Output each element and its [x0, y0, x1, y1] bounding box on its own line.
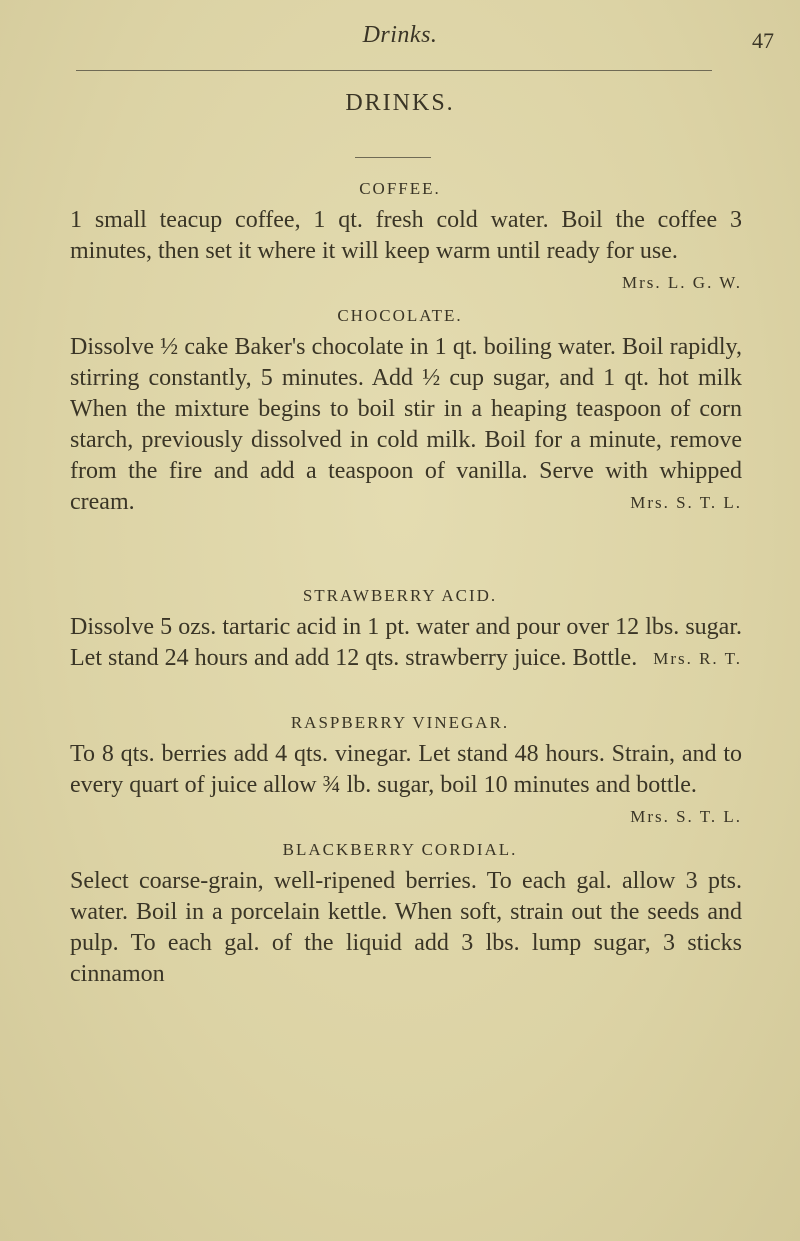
- recipe-heading-chocolate: CHOCOLATE.: [337, 306, 463, 325]
- recipe-text-strawberry-acid: [70, 612, 742, 674]
- recipe-body: 1 small teacup coffee, 1 qt. fresh cold water. Boil the coffee 3 minutes, then set it where it will keep warm until ready for use.: [70, 207, 742, 264]
- recipe-heading-blackberry-cordial: BLACKBERRY CORDIAL.: [282, 840, 518, 859]
- recipe-body: Dissolve ½ cake Baker's chocolate in 1 qt. boiling water. Boil rapidly, stirring constantly, 5 minutes. Add ½ cup sugar, and 1 qt. hot milk When the mixture begins to boil stir in a heaping teaspoon of corn starch, previously dissolved in cold milk. Boil for a minute, remove from the fire and add a teaspoon of vanilla. Serve with whipped cream.: [70, 334, 742, 515]
- recipe-signature: Mrs. S. T. L.: [630, 807, 742, 826]
- title-rule: [355, 157, 431, 158]
- recipe-body: To 8 qts. berries add 4 qts. vinegar. Let stand 48 hours. Strain, and to every quart of juice allow ¾ lb. sugar, boil 10 minutes and bottle.: [70, 741, 742, 798]
- recipe-signature: Mrs. R. T.: [653, 649, 742, 668]
- running-head: Drinks.: [362, 22, 438, 48]
- page-number: 47: [752, 28, 774, 53]
- recipe-heading-strawberry-acid: STRAWBERRY ACID.: [302, 586, 498, 605]
- chapter-title: DRINKS.: [345, 90, 455, 116]
- recipe-signature: Mrs. L. G. W.: [622, 273, 742, 292]
- recipe-text-coffee: [70, 205, 742, 298]
- recipe-text-raspberry-vinegar: [70, 739, 742, 832]
- recipe-signature: Mrs. S. T. L.: [630, 493, 742, 512]
- recipe-text-chocolate: [70, 332, 742, 518]
- recipe-body: Select coarse-grain, well-ripened berries. To each gal. allow 3 pts. water. Boil in a porcelain kettle. When soft, strain out the seeds and pulp. To each gal. of the liquid add 3 lbs. lump sugar, 3 sticks cinnamon: [70, 868, 742, 987]
- recipe-heading-raspberry-vinegar: RASPBERRY VINEGAR.: [290, 713, 510, 732]
- recipe-text-blackberry-cordial: [70, 866, 742, 990]
- recipe-body: Dissolve 5 ozs. tartaric acid in 1 pt. water and pour over 12 lbs. sugar. Let stand 24 hours and add 12 qts. strawberry juice. Bottle.: [70, 614, 742, 671]
- recipe-heading-coffee: COFFEE.: [359, 179, 441, 198]
- header-rule: [76, 70, 712, 71]
